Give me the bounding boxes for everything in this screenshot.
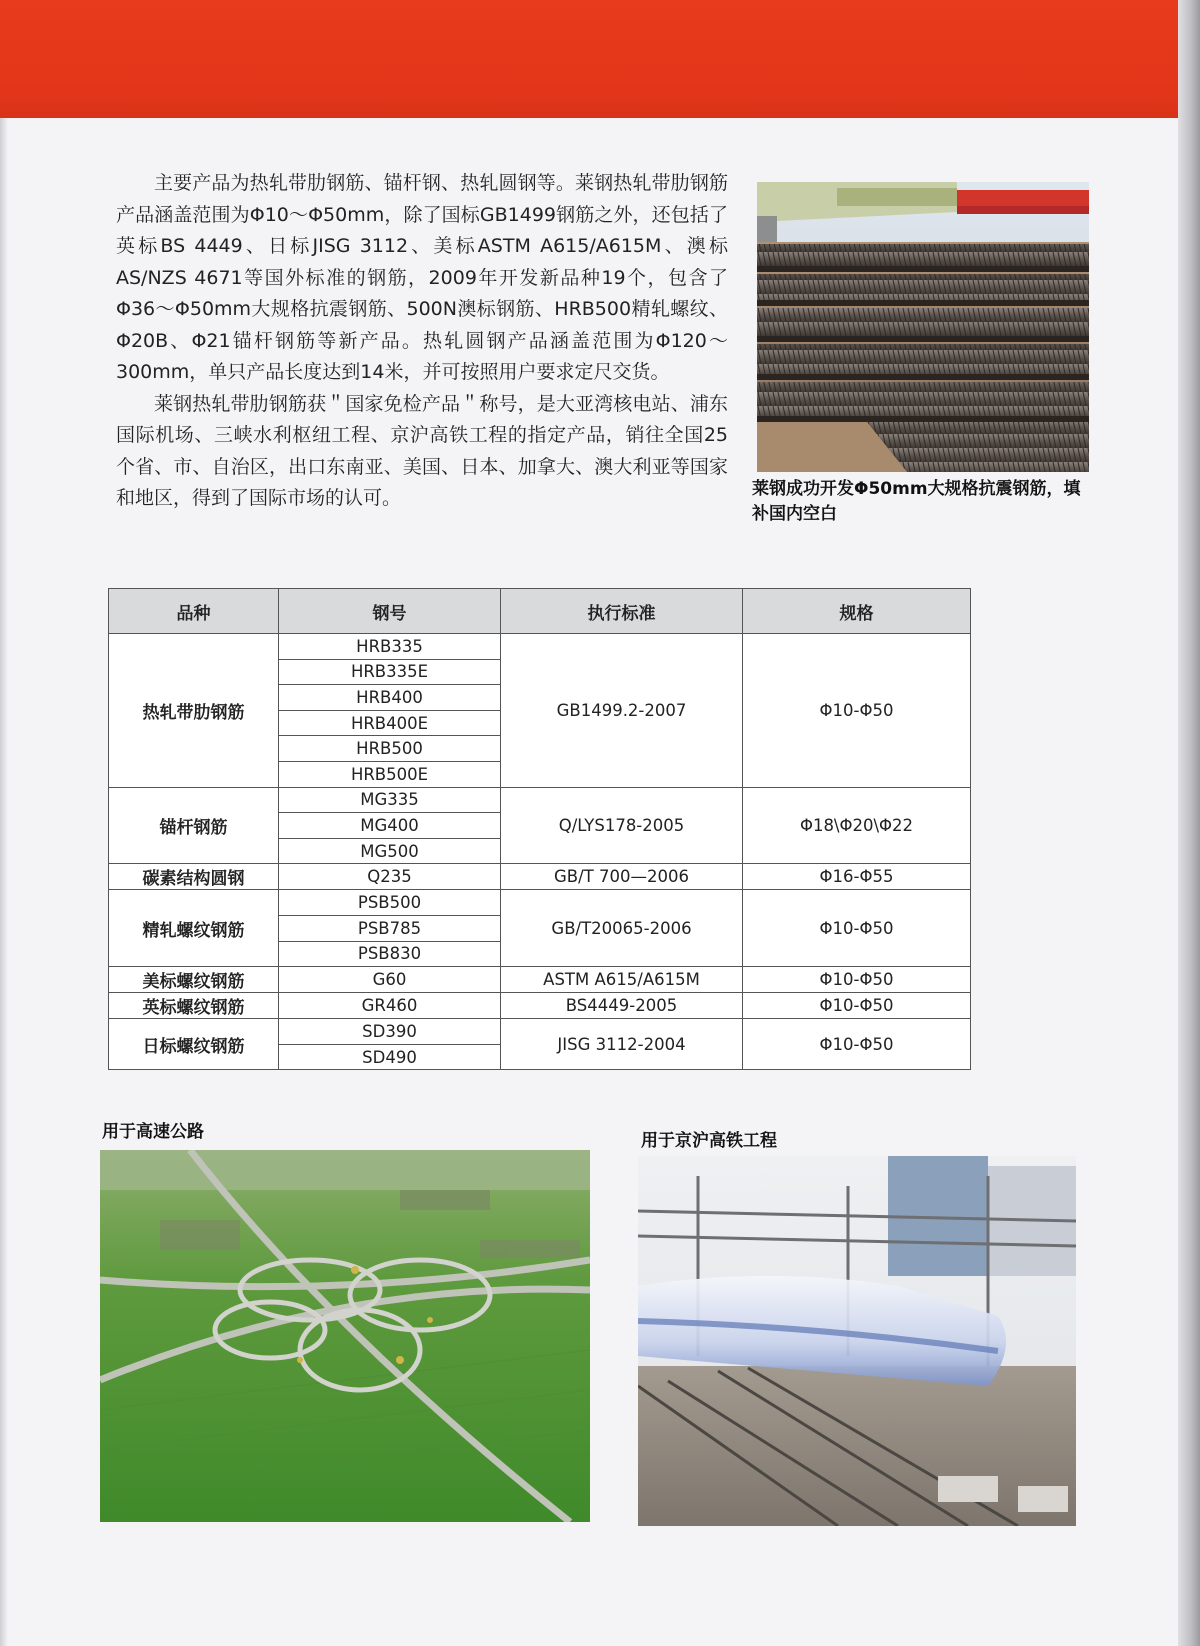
grade-cell: HRB500: [279, 736, 501, 762]
header-variety: 品种: [109, 589, 279, 634]
grade-cell: MG500: [279, 838, 501, 864]
variety-cell: 热轧带肋钢筋: [109, 634, 279, 788]
railway-label: 用于京沪高铁工程: [641, 1131, 777, 1151]
grade-cell: HRB400: [279, 685, 501, 711]
table-row: [109, 787, 971, 813]
rebar-photo-caption: 莱钢成功开发Φ50mm大规格抗震钢筋，填补国内空白: [752, 479, 1081, 524]
intro-paragraph-1: 主要产品为热轧带肋钢筋、锚杆钢、热轧圆钢等。莱钢热轧带肋钢筋产品涵盖范围为Φ10～Φ50mm，除了国标GB1499钢筋之外，还包括了英标BS 4449、日标JISG 3112、美标ASTM A615/A615M、澳标AS/NZS 4671等国外标准的钢筋，2009年开发新品种19个，包含了Φ36～Φ50mm大规格抗震钢筋、500N澳标钢筋、HRB500精轧螺纹、Φ20B、Φ21锚杆钢筋等新产品。热轧圆钢产品涵盖范围为Φ120～300mm，单只产品长度达到14米，并可按照用户要求定尺交货。: [116, 172, 728, 383]
variety-cell: 日标螺纹钢筋: [109, 1019, 279, 1070]
rebar-stack-photo: [757, 182, 1089, 472]
table-row: [109, 634, 971, 660]
grade-cell: SD490: [279, 1044, 501, 1070]
grade-cell: PSB785: [279, 915, 501, 941]
high-speed-rail-photo: [638, 1156, 1076, 1526]
page-left-edge: [0, 118, 8, 1646]
spec-cell: Φ10-Φ50: [743, 1019, 971, 1070]
table-row: [109, 1019, 971, 1045]
standard-cell: BS4449-2005: [501, 993, 743, 1019]
table-header-row: [109, 589, 971, 634]
grade-cell: MG335: [279, 787, 501, 813]
variety-cell: 锚杆钢筋: [109, 787, 279, 864]
spec-cell: Φ18\Φ20\Φ22: [743, 787, 971, 864]
grade-cell: HRB400E: [279, 710, 501, 736]
grade-cell: HRB335E: [279, 659, 501, 685]
intro-paragraph-2: 莱钢热轧带肋钢筋获＂国家免检产品＂称号，是大亚湾核电站、浦东国际机场、三峡水利枢纽工程、京沪高铁工程的指定产品，销往全国25个省、市、自治区，出口东南亚、美国、日本、加拿大、澳大利亚等国家和地区，得到了国际市场的认可。: [116, 392, 728, 509]
table-row: [109, 890, 971, 916]
intro-text: [116, 168, 728, 515]
standard-cell: ASTM A615/A615M: [501, 967, 743, 993]
variety-cell: 精轧螺纹钢筋: [109, 890, 279, 967]
grade-cell: G60: [279, 967, 501, 993]
header-grade: 钢号: [279, 589, 501, 634]
grade-cell: GR460: [279, 993, 501, 1019]
header-band: [0, 0, 1200, 118]
standard-cell: GB1499.2-2007: [501, 634, 743, 788]
grade-cell: PSB500: [279, 890, 501, 916]
spec-cell: Φ16-Φ55: [743, 864, 971, 890]
grade-cell: PSB830: [279, 941, 501, 967]
standard-cell: GB/T 700—2006: [501, 864, 743, 890]
standard-cell: Q/LYS178-2005: [501, 787, 743, 864]
spec-cell: Φ10-Φ50: [743, 634, 971, 788]
table-row: [109, 993, 971, 1019]
grade-cell: Q235: [279, 864, 501, 890]
standard-cell: GB/T20065-2006: [501, 890, 743, 967]
header-spec: 规格: [743, 589, 971, 634]
grade-cell: HRB500E: [279, 761, 501, 787]
standard-cell: JISG 3112-2004: [501, 1019, 743, 1070]
header-standard: 执行标准: [501, 589, 743, 634]
page-right-edge: [1178, 0, 1200, 1646]
grade-cell: HRB335: [279, 634, 501, 660]
variety-cell: 美标螺纹钢筋: [109, 967, 279, 993]
product-spec-table: [108, 588, 971, 1070]
spec-cell: Φ10-Φ50: [743, 967, 971, 993]
grade-cell: MG400: [279, 813, 501, 839]
highway-label: 用于高速公路: [102, 1122, 204, 1142]
highway-interchange-photo: [100, 1150, 590, 1522]
grade-cell: SD390: [279, 1019, 501, 1045]
table-row: [109, 864, 971, 890]
variety-cell: 英标螺纹钢筋: [109, 993, 279, 1019]
variety-cell: 碳素结构圆钢: [109, 864, 279, 890]
spec-cell: Φ10-Φ50: [743, 890, 971, 967]
table-row: [109, 967, 971, 993]
spec-cell: Φ10-Φ50: [743, 993, 971, 1019]
